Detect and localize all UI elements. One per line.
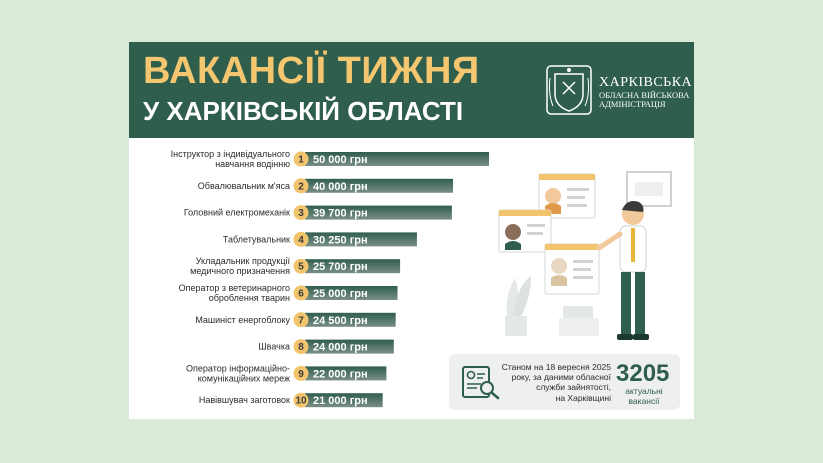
value-label: 30 250 грн	[313, 234, 368, 247]
value-label: 24 000 грн	[313, 341, 368, 354]
category-label: Таблетувальник	[222, 234, 290, 245]
value-label: 24 500 грн	[313, 314, 368, 327]
category-label: Швачка	[258, 341, 290, 352]
value-label: 25 700 грн	[313, 261, 368, 274]
vacancy-count: 3205	[616, 360, 670, 387]
value-label: 50 000 грн	[313, 154, 368, 166]
rank-label: 5	[298, 261, 304, 273]
rank-label: 10	[295, 395, 307, 407]
rank-label: 4	[298, 234, 304, 246]
category-label: Навівшувач заготовок	[198, 395, 290, 406]
infographic-card	[129, 42, 694, 419]
page-subtitle: У ХАРКІВСЬКІЙ ОБЛАСТІ	[143, 96, 464, 126]
category-label: Оператор з ветеринарного оброблення тварин	[178, 283, 290, 303]
header-banner	[129, 42, 694, 138]
value-label: 39 700 грн	[313, 207, 368, 220]
vacancy-count-label: актуальні вакансії	[625, 386, 663, 406]
category-label: Обвалювальник м'яса	[197, 180, 290, 191]
resume-search-icon	[461, 364, 501, 400]
page-title: ВАКАНСІЇ ТИЖНЯ	[143, 50, 480, 92]
category-label: Укладальник продукції медичного призначення	[190, 256, 290, 277]
category-label: Оператор інформаційно-комунікаційних мереж	[186, 363, 290, 384]
vacancies-bar-chart	[129, 138, 489, 408]
coat-of-arms-icon	[545, 64, 593, 116]
value-label: 22 000 грн	[313, 368, 368, 381]
stats-description: Станом на 18 вересня 2025 року, за даними обласної служби зайнятості, на Харківщині	[501, 362, 611, 403]
category-label: Машиніст енергоблоку	[195, 314, 290, 325]
category-label: Інструктор з індивідуального навчання водінню	[170, 149, 290, 169]
value-label: 25 000 грн	[313, 288, 368, 300]
rank-label: 7	[298, 315, 304, 327]
category-label: Головний електромеханік	[183, 207, 290, 218]
rank-label: 2	[298, 181, 304, 193]
org-name: ХАРКІВСЬКА ОБЛАСНА ВІЙСЬКОВА АДМІНІСТРАЦІЯ	[599, 75, 693, 109]
rank-label: 3	[298, 208, 304, 220]
rank-label: 1	[298, 154, 304, 166]
rank-label: 6	[298, 288, 304, 300]
stats-panel	[449, 354, 680, 410]
rank-label: 9	[298, 368, 304, 380]
recruiter-illustration	[487, 166, 687, 346]
value-label: 40 000 грн	[313, 180, 368, 193]
rank-label: 8	[298, 342, 304, 354]
value-label: 21 000 грн	[313, 395, 368, 408]
